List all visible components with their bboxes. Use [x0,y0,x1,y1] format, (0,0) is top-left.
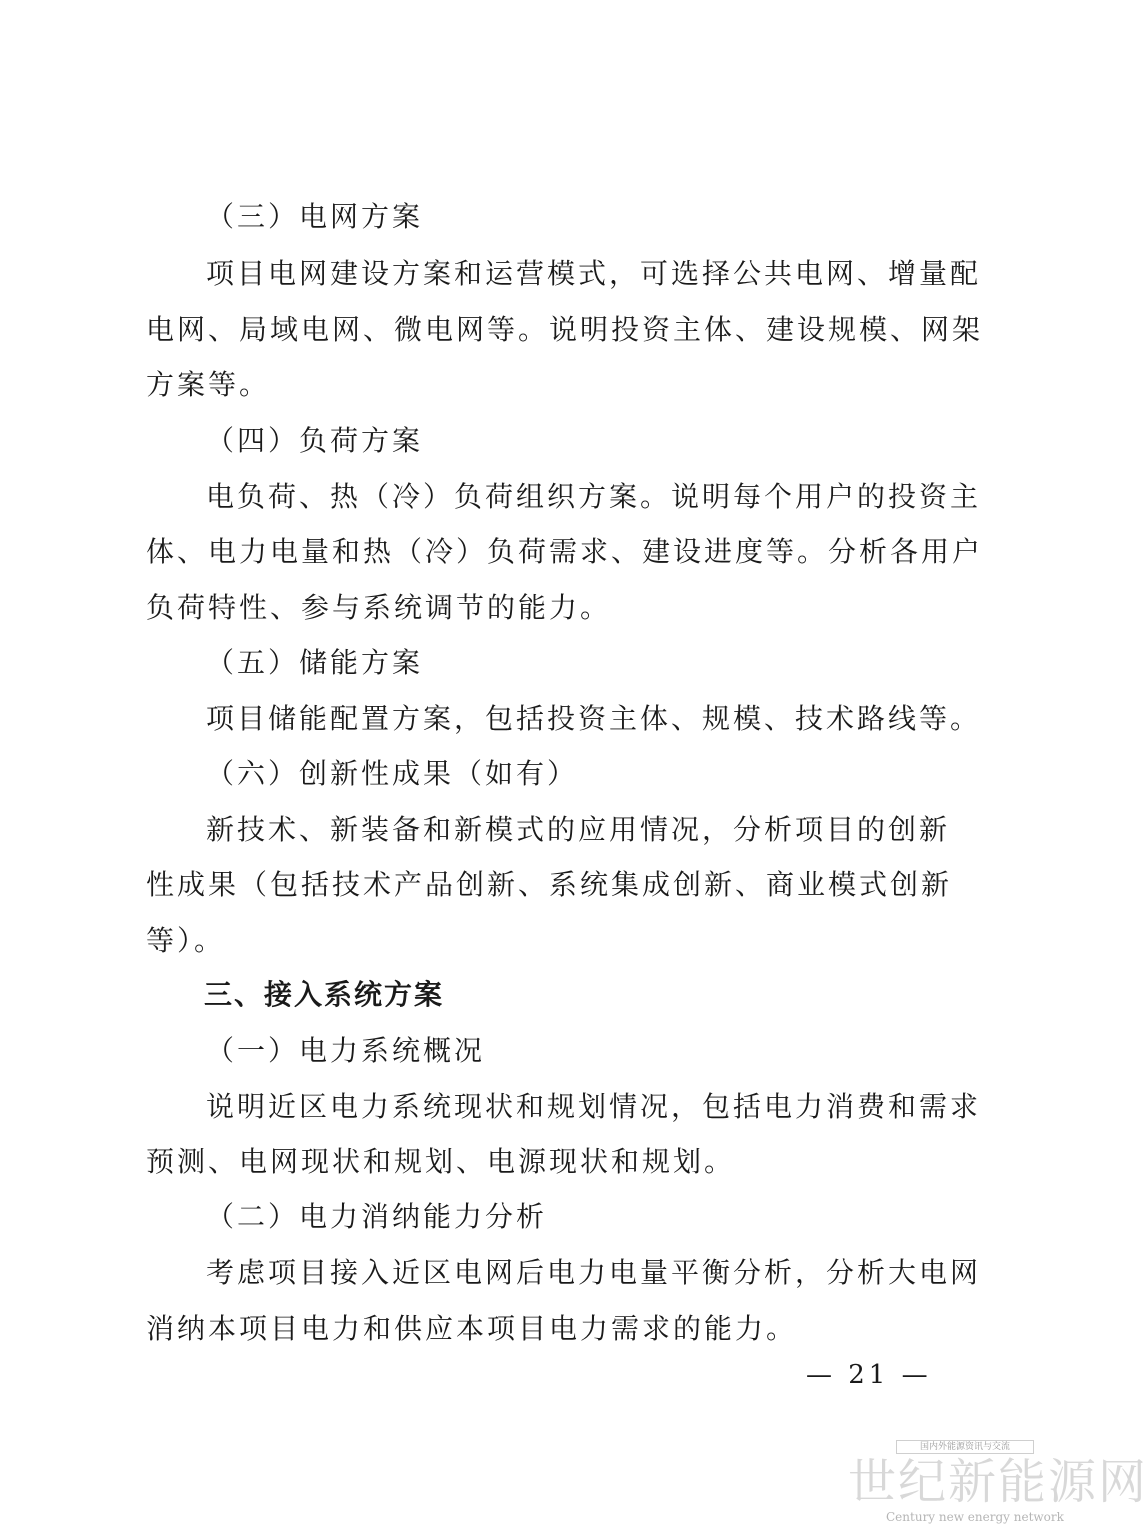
paragraph-line: 电网、局域电网、微电网等。说明投资主体、建设规模、网架 [146,313,984,346]
paragraph-line: 预测、电网现状和规划、电源现状和规划。 [146,1145,736,1178]
subheading-consumption-analysis: （二）电力消纳能力分析 [206,1200,548,1233]
subheading-load-plan: （四）负荷方案 [206,424,424,457]
paragraph-line: 考虑项目接入近区电网后电力电量平衡分析，分析大电网 [206,1256,982,1289]
watermark-subtitle: Century new energy network [886,1510,1064,1524]
paragraph-line: 项目电网建设方案和运营模式，可选择公共电网、增量配 [206,257,982,290]
paragraph-line: 电负荷、热（冷）负荷组织方案。说明每个用户的投资主 [206,480,982,513]
watermark-logo [848,1440,1148,1527]
paragraph-line: 新技术、新装备和新模式的应用情况，分析项目的创新 [206,813,951,846]
watermark-tag: 国内外能源资讯与交流 [896,1440,1034,1454]
paragraph-line: 说明近区电力系统现状和规划情况，包括电力消费和需求 [206,1090,982,1123]
paragraph-line: 等）。 [146,924,226,957]
subheading-grid-plan: （三）电网方案 [206,200,424,233]
section-heading-access-system: 三、接入系统方案 [204,978,445,1011]
subheading-storage-plan: （五）储能方案 [206,646,424,679]
paragraph-line: 性成果（包括技术产品创新、系统集成创新、商业模式创新 [146,868,953,901]
page-number: — 21 — [806,1360,932,1390]
paragraph-line: 体、电力电量和热（冷）负荷需求、建设进度等。分析各用户 [146,535,984,568]
paragraph-line: 项目储能配置方案，包括投资主体、规模、技术路线等。 [206,702,982,735]
subheading-innovation: （六）创新性成果（如有） [206,757,579,790]
paragraph-line: 消纳本项目电力和供应本项目电力需求的能力。 [146,1312,798,1345]
paragraph-line: 方案等。 [146,368,271,401]
paragraph-line: 负荷特性、参与系统调节的能力。 [146,591,612,624]
watermark-title: 世纪新能源网 [848,1454,1148,1510]
subheading-power-system: （一）电力系统概况 [206,1034,486,1067]
